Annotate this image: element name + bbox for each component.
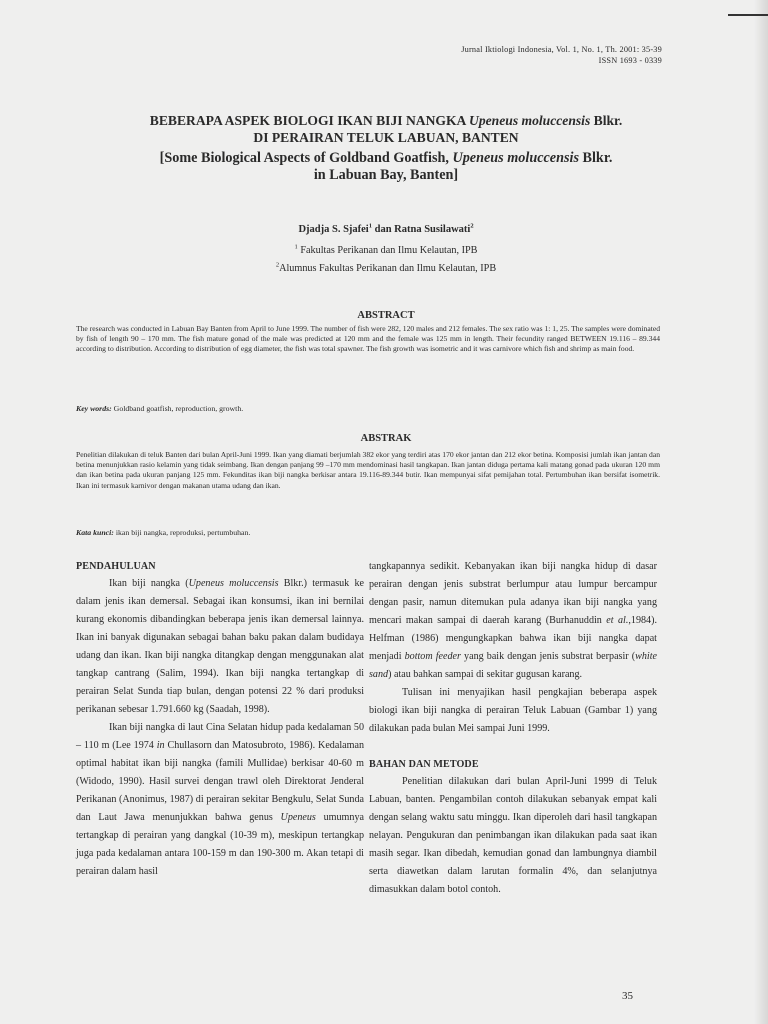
title-english — [70, 150, 702, 184]
abstrak-text: Penelitian dilakukan di teluk Banten dari bulan April-Juni 1999. Ikan yang diamati berjumlah 382 ekor yang terdiri atas 170 ekor jantan dan 212 ekor betina. Komposisi jumlah ikan jantan dan betina menunjukkan rasio kelamin yang tidak seimbang. Ikan dengan panjang 99 –170 mm mendominasi hasil tangkapan. Ikan jantan diduga pertama kali matang gonad pada ukuran 120 mm dan ikan betina pada ukuran panjang 125 mm. Fekunditas ikan biji nangka berkisar antara 19.116-89.344 butir. Ikan mempunyai sifat pemijahan total. Pertumbuhan ikan bersifat isometrik. Ikan ini termasuk karnivor dengan makanan utama udang dan ikan. — [76, 450, 660, 490]
scan-corner-mark — [728, 14, 768, 16]
p3-white-sand: white sand — [369, 651, 657, 680]
abstract-text: The research was conducted in Labuan Bay Banten from April to June 1999. The number of fish were 282, 120 males and 212 females. The sex ratio was 1: 1, 25. The samples were dominated by fish of length 90 – 170 mm. The fish mature gonad of the male was predicted at 120 mm and the female was 125 mm in length. Their fecundity ranged BETWEEN 19.116 – 89.344 according to distribution. According to distribution of egg diameter, the fish was total spawner. The fish growth was isometric and it was carnivore which fish and shrimp as main food. — [76, 324, 660, 354]
affil-2-text: Alumnus Fakultas Perikanan dan Ilmu Kelautan, IPB — [279, 263, 497, 274]
author-conjunction: dan — [371, 224, 395, 235]
p1-species: Upeneus moluccensis — [188, 578, 279, 589]
p3-etal: et al. — [606, 615, 629, 626]
abstract-heading: ABSTRACT — [357, 310, 415, 321]
p2-genus: Upeneus — [280, 812, 316, 823]
author-1-sup: 1 — [368, 222, 372, 230]
journal-line: Jurnal Iktiologi Indonesia, Vol. 1, No. 1, Th. 2001: 35-39 — [461, 45, 662, 54]
issn-line: ISSN 1693 - 0339 — [598, 56, 662, 65]
author-1: Djadja S. Sjafei — [298, 224, 369, 235]
p1-text-b: Blkr.) termasuk ke dalam jenis ikan demersal. Sebagai ikan konsumsi, ikan ini bernilai kurang ekonomis dibandingkan beberapa jenis ikan demersal lainnya. Ikan ini banyak digunakan sebagai bahan baku pakan dalam budidaya udang dan ikan. Ikan biji nangka ditangkap dengan menggunakan alat tangkap cantrang (Salim, 1994). Ikan biji nangka tertangkap di perairan Selat Sunda tiap bulan, dengan potensi 22 % dari produksi perikanan sebesar 1.791.660 kg (Saadah, 1998). — [76, 578, 364, 715]
title-en-text-b: Blkr. — [578, 150, 613, 166]
p1-text-a: Ikan biji nangka ( — [109, 578, 189, 589]
paragraph-1 — [76, 575, 364, 719]
author-2: Ratna Susilawati — [394, 224, 471, 235]
journal-reference — [461, 44, 662, 66]
title-id-species: Upeneus moluccensis — [469, 113, 591, 128]
title-id-line-2: DI PERAIRAN TELUK LABUAN, BANTEN — [253, 130, 519, 145]
title-id-text-a: BEBERAPA ASPEK BIOLOGI IKAN BIJI NANGKA — [149, 113, 470, 128]
affiliation-2 — [70, 262, 702, 276]
paragraph-5: Penelitian dilakukan dari bulan April-Juni 1999 di Teluk Labuan, banten. Pengambilan contoh dilakukan sebanyak empat kali dengan selang waktu satu minggu. Ikan diperoleh dari hasil tangkapan nelayan. Pengukuran dan penimbangan ikan dilakukan pada saat ikan masih segar. Ikan dibedah, kemudian gonad dan lambungnya diambil serta diawetkan dalam larutan formalin 4%, dan selanjutnya dimasukkan dalam botol contoh. — [369, 776, 657, 895]
title-id-text-b: Blkr. — [590, 113, 623, 128]
abstrak-heading: ABSTRAK — [360, 433, 412, 444]
p3-text-b: ,1984). Helfman (1986) mengungkapkan bahwa ikan biji nangka dapat menjadi — [369, 615, 657, 662]
keywords-label: Key words: — [76, 404, 112, 413]
keywords — [76, 404, 660, 413]
keywords-text: Goldband goatfish, reproduction, growth. — [111, 404, 244, 413]
paragraph-2 — [76, 719, 364, 881]
kata-kunci — [76, 528, 660, 537]
title-en-text-a: [Some Biological Aspects of Goldband Goatfish, — [159, 150, 453, 166]
body-column-right — [369, 558, 657, 899]
title-id-line-1 — [70, 112, 702, 129]
author-2-sup: 2 — [470, 222, 474, 230]
section-gap — [369, 738, 657, 756]
kata-kunci-label: Kata kunci: — [76, 528, 114, 537]
affiliation-1 — [70, 244, 702, 258]
p3-text-a: tangkapannya sedikit. Kebanyakan ikan biji nangka hidup di dasar perairan dengan jenis substrat berlumpur atau lumpur bercampur dengan pasir, namun ditemukan pula adanya ikan biji nangka yang mencari makan sampai di daerah karang (Burhanuddin — [369, 561, 657, 626]
p2-text-a: Ikan biji nangka di laut Cina Selatan hidup pada kedalaman 50 – 110 m (Lee 1974 — [76, 722, 364, 751]
title-en-line-1 — [70, 150, 702, 167]
affil-2-sup: 2 — [275, 261, 280, 269]
page-edge-shadow — [754, 0, 768, 1024]
author-line — [70, 224, 702, 235]
title-en-line-2: in Labuan Bay, Banten] — [313, 167, 459, 183]
p3-text-d: ) atau bahkan sampai di sekitar gugusan karang. — [388, 669, 583, 680]
p3-bottom-feeder: bottom feeder — [404, 651, 461, 662]
title-en-species: Upeneus moluccensis — [452, 150, 579, 166]
body-column-left — [76, 558, 364, 881]
section-heading-pendahuluan: PENDAHULUAN — [76, 561, 156, 572]
p2-in: in — [156, 740, 165, 751]
p3-text-c: yang baik dengan jenis substrat berpasir ( — [460, 651, 636, 662]
title-indonesian — [70, 112, 702, 146]
p2-text-c: umumnya tertangkap di perairan yang dangkal (10-39 m), meskipun tertangkap juga pada kedalaman antara 100-159 m dan 190-300 m. Akan tetapi di perairan dalam hasil — [76, 812, 364, 877]
affil-1-sup: 1 — [294, 243, 298, 251]
paragraph-4: Tulisan ini menyajikan hasil pengkajian beberapa aspek biologi ikan biji nangka di perairan Teluk Labuan (Gambar 1) yang dilakukan pada bulan Mei sampai Juni 1999. — [369, 687, 657, 734]
paragraph-3 — [369, 558, 657, 684]
affil-1-text: Fakultas Perikanan dan Ilmu Kelautan, IPB — [297, 245, 478, 256]
section-heading-bahan-dan-metode: BAHAN DAN METODE — [369, 759, 479, 770]
kata-kunci-text: ikan biji nangka, reproduksi, pertumbuhan. — [113, 528, 251, 537]
p2-text-b: Chullasorn dan Matosubroto, 1986). Kedalaman optimal habitat ikan biji nangka (famili Mullidae) berkisar 40-60 m (Widodo, 1990). Hasil survei dengan trawl oleh Direktorat Jenderal Perikanan (Anonimus, 1987) di perairan sekitar Bengkulu, Selat Sunda dan Laut Jawa menunjukkan bahwa genus — [76, 740, 364, 823]
page-number: 35 — [622, 990, 633, 1002]
